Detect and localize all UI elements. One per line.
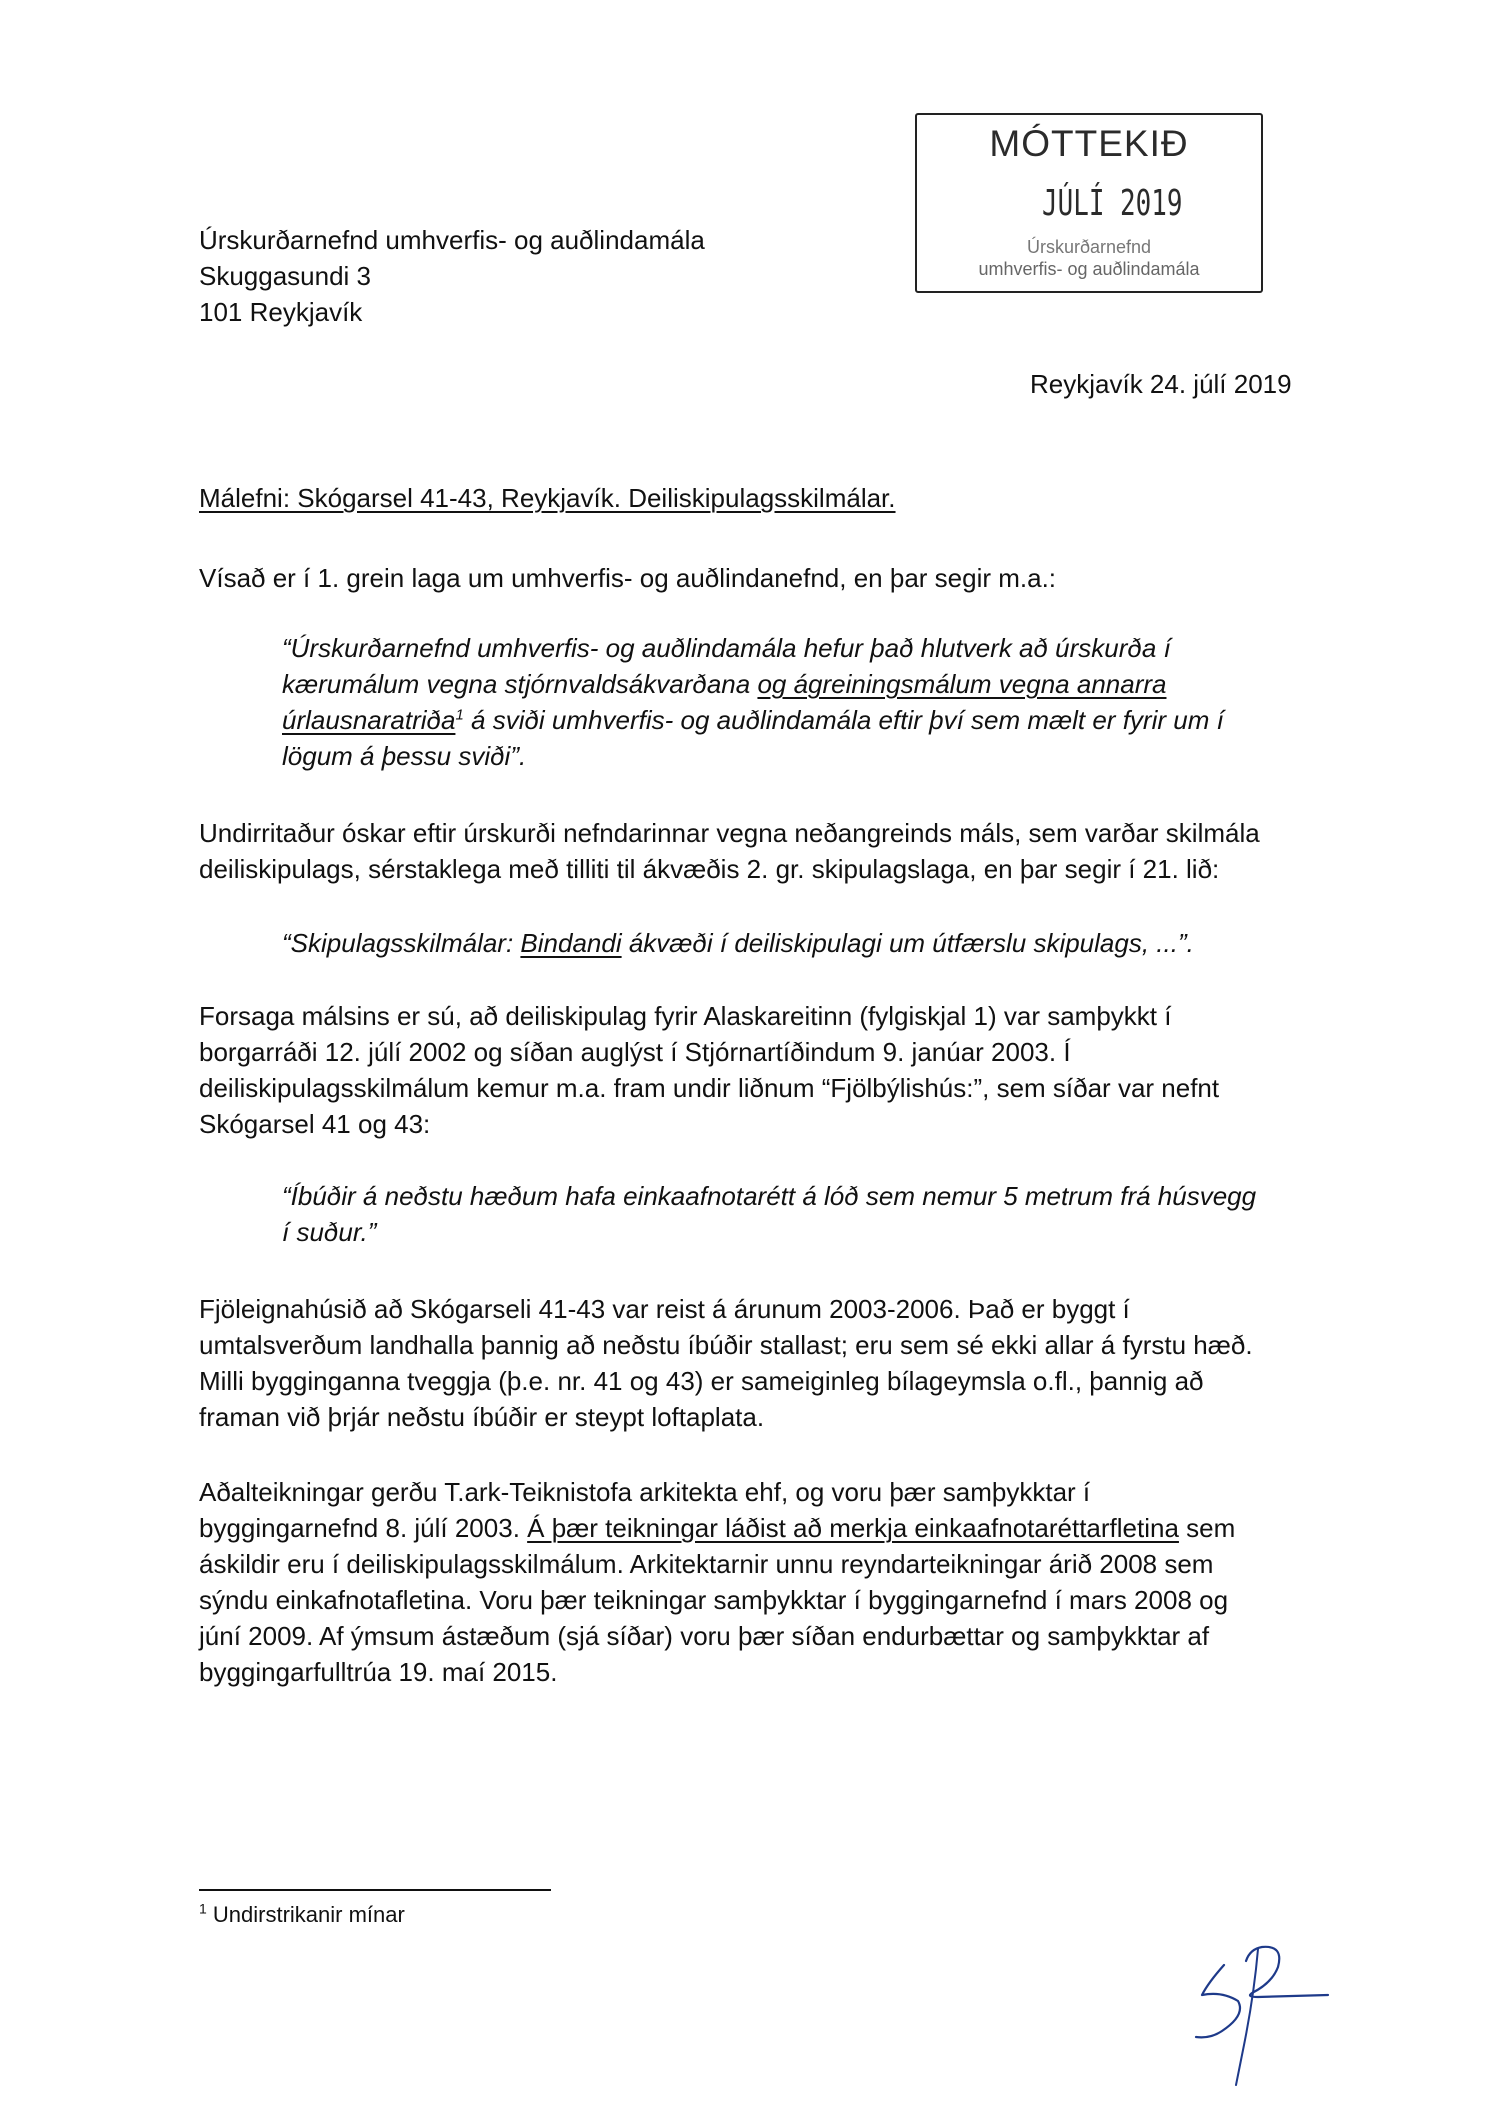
paragraph-5-underlined: Á þær teikningar láðist að merkja einkaafnotaréttarfletina — [527, 1513, 1179, 1543]
quote-2 — [282, 925, 1194, 961]
subject-line: Málefni: Skógarsel 41-43, Reykjavík. Deiliskipulagsskilmálar. — [199, 483, 896, 513]
signature-initials — [1188, 1935, 1368, 2095]
quote-1-line-2 — [282, 666, 1166, 702]
paragraph-5-line-3: áskildir eru í deiliskipulagsskilmálum. Arkitektarnir unnu reyndarteikningar árið 2008 sem — [199, 1549, 1214, 1579]
paragraph-5-text-a: byggingarnefnd 8. júlí 2003. — [199, 1513, 528, 1543]
stamp-date: JÚLÍ 2019 — [1042, 183, 1183, 224]
quote-1-underlined: og ágreiningsmálum vegna annarra — [757, 669, 1167, 699]
received-stamp — [915, 113, 1263, 293]
stamp-line-2: umhverfis- og auðlindamála — [978, 259, 1200, 279]
paragraph-5-text-c: sem — [1178, 1513, 1236, 1543]
quote-1-line-3 — [282, 702, 1224, 738]
paragraph-5-line-6: byggingarfulltrúa 19. maí 2015. — [199, 1657, 558, 1687]
quote-2-underlined: Bindandi — [520, 928, 622, 958]
paragraph-4-line-4: framan við þrjár neðstu íbúðir er steypt loftaplata. — [199, 1402, 765, 1432]
stamp-line-1: Úrskurðarnefnd — [1026, 237, 1152, 257]
paragraph-3-line-1: Forsaga málsins er sú, að deiliskipulag fyrir Alaskareitinn (fylgiskjal 1) var samþykkt í — [199, 1001, 1172, 1031]
quote-1-line-1: “Úrskurðarnefnd umhverfis- og auðlindamála hefur það hlutverk að úrskurða í — [282, 633, 1171, 663]
quote-1-underlined-2: úrlausnaratriða — [282, 705, 456, 735]
recipient-line-2: Skuggasundi 3 — [199, 261, 372, 291]
paragraph-5-line-2 — [199, 1510, 1235, 1546]
quote-2-text-a: “Skipulagsskilmálar: — [282, 928, 521, 958]
recipient-line-1: Úrskurðarnefnd umhverfis- og auðlindamála — [199, 225, 705, 255]
footnote — [199, 1900, 405, 1930]
paragraph-4-line-1: Fjöleignahúsið að Skógarseli 41-43 var reist á árunum 2003-2006. Það er byggt í — [199, 1294, 1130, 1324]
paragraph-5-line-4: sýndu einkafnotafletina. Voru þær teikningar samþykktar í byggingarnefnd í mars 2008 og — [199, 1585, 1229, 1615]
paragraph-2-line-1: Undirritaður óskar eftir úrskurði nefndarinnar vegna neðangreinds máls, sem varðar skilmála — [199, 818, 1260, 848]
paragraph-1: Vísað er í 1. grein laga um umhverfis- og auðlindanefnd, en þar segir m.a.: — [199, 563, 1057, 593]
quote-1-line-4: lögum á þessu sviði”. — [282, 741, 527, 771]
paragraph-3-line-2: borgarráði 12. júlí 2002 og síðan auglýst í Stjórnartíðindum 9. janúar 2003. Í — [199, 1037, 1071, 1067]
paragraph-5-line-1: Aðalteikningar gerðu T.ark-Teiknistofa arkitekta ehf, og voru þær samþykktar í — [199, 1477, 1091, 1507]
paragraph-3-line-3: deiliskipulagsskilmálum kemur m.a. fram undir liðnum “Fjölbýlishús:”, sem síðar var nefnt — [199, 1073, 1220, 1103]
paragraph-2-line-2: deiliskipulags, sérstaklega með tilliti til ákvæðis 2. gr. skipulagslaga, en þar segir í 21. lið: — [199, 854, 1220, 884]
footnote-rule — [199, 1889, 551, 1891]
footnote-ref: 1 — [455, 706, 464, 724]
paragraph-4-line-2: umtalsverðum landhalla þannig að neðstu íbúðir stallast; eru sem sé ekki allar á fyrstu hæð. — [199, 1330, 1253, 1360]
quote-3-line-2: í suður.” — [282, 1217, 377, 1247]
quote-2-text-c: ákvæði í deiliskipulagi um útfærslu skipulags, ...”. — [621, 928, 1194, 958]
recipient-line-3: 101 Reykjavík — [199, 297, 363, 327]
paragraph-4-line-3: Milli bygginganna tveggja (þ.e. nr. 41 og 43) er sameiginleg bílageymsla o.fl., þannig að — [199, 1366, 1204, 1396]
footnote-text: Undirstrikanir mínar — [206, 1902, 405, 1927]
stamp-title: MÓTTEKIÐ — [989, 123, 1189, 164]
footnote-number: 1 — [199, 1900, 207, 1917]
quote-1-line-2-text: kærumálum vegna stjórnvaldsákvarðana — [282, 669, 758, 699]
paragraph-5-line-5: júní 2009. Af ýmsum ástæðum (sjá síðar) voru þær síðan endurbættar og samþykktar af — [199, 1621, 1210, 1651]
quote-3-line-1: “Íbúðir á neðstu hæðum hafa einkaafnotarétt á lóð sem nemur 5 metrum frá húsvegg — [282, 1181, 1257, 1211]
paragraph-3-line-4: Skógarsel 41 og 43: — [199, 1109, 431, 1139]
letter-date: Reykjavík 24. júlí 2019 — [1030, 369, 1292, 399]
quote-1-line-3-text: á sviði umhverfis- og auðlindamála eftir því sem mælt er fyrir um í — [463, 705, 1224, 735]
